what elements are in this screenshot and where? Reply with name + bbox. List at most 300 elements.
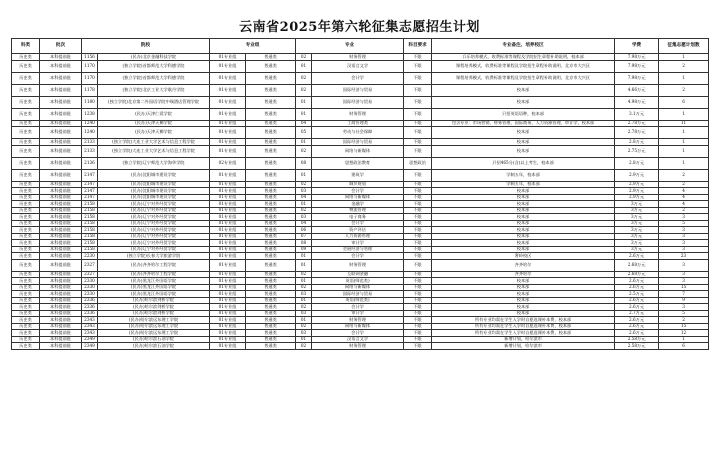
cell-group: 01专业组: [210, 310, 246, 317]
cell-notes: 齐齐哈尔: [432, 271, 615, 278]
cell-major-name: 国际经济与贸易: [312, 139, 404, 146]
header-cell-category: 科类: [12, 39, 40, 54]
cell-category: 历史类: [12, 246, 40, 253]
cell-category: 历史类: [12, 201, 40, 208]
cell-subject-requirement: 不限: [404, 54, 432, 61]
cell-major-code: 08: [296, 157, 312, 169]
cell-subject-requirement: 不限: [404, 181, 432, 188]
cell-quota: 7: [659, 291, 709, 298]
cell-quota: 1: [659, 336, 709, 343]
cell-major-code: 01: [296, 336, 312, 343]
cell-major-name: 劳动与社会保障: [312, 127, 404, 139]
cell-category: 历史类: [12, 145, 40, 157]
cell-school-code: 1156: [82, 54, 98, 61]
header-cell-group: 专业组: [210, 39, 296, 54]
cell-batch: 本科提前批: [40, 330, 82, 337]
cell-group-type: 普通类: [246, 108, 296, 120]
cell-major-code: 03: [296, 214, 312, 221]
cell-quota: 1: [659, 72, 709, 84]
cell-school-name: (民办)北京金融科技学院: [98, 54, 210, 61]
cell-category: 历史类: [12, 194, 40, 201]
cell-group-type: 普通类: [246, 145, 296, 157]
cell-category: 历史类: [12, 84, 40, 96]
cell-notes: 校本部: [432, 278, 615, 285]
cell-school-code: 2336: [82, 304, 98, 311]
cell-major-code: 06: [296, 227, 312, 234]
cell-tuition: 2.6万元: [615, 317, 659, 324]
cell-category: 历史类: [12, 297, 40, 304]
cell-school-code: 2327: [82, 271, 98, 278]
cell-major-name: 汉语言文学: [312, 336, 404, 343]
table-row: [12, 72, 709, 84]
header-cell-notes: 专业备注、培养校区: [432, 39, 615, 54]
cell-notes: 校本部: [432, 220, 615, 227]
cell-school-code: 2327: [82, 259, 98, 271]
cell-batch: 本科提前批: [40, 271, 82, 278]
cell-batch: 本科提前批: [40, 259, 82, 271]
cell-batch: 本科提前批: [40, 96, 82, 108]
table-row: [12, 169, 709, 181]
cell-group-type: 普通类: [246, 181, 296, 188]
cell-category: 历史类: [12, 214, 40, 221]
cell-major-name: 财务管理: [312, 259, 404, 271]
cell-major-name: 会展经济与管理: [312, 246, 404, 253]
cell-school-code: 2336: [82, 310, 98, 317]
cell-group: 01专业组: [210, 304, 246, 311]
cell-school-name: (独立学院)大连工业大学艺术与信息工程学院: [98, 145, 210, 157]
cell-group-type: 普通类: [246, 336, 296, 343]
cell-category: 历史类: [12, 54, 40, 61]
cell-quota: 4: [659, 201, 709, 208]
cell-major-code: 01: [296, 259, 312, 271]
cell-group-type: 普通类: [246, 284, 296, 291]
cell-school-code: 2343: [82, 323, 98, 330]
cell-notes: 校本部: [432, 246, 615, 253]
cell-subject-requirement: 不限: [404, 271, 432, 278]
cell-batch: 本科提前批: [40, 194, 82, 201]
cell-quota: 2: [659, 181, 709, 188]
cell-group: 01专业组: [210, 240, 246, 247]
cell-batch: 本科提前批: [40, 310, 82, 317]
cell-category: 历史类: [12, 169, 40, 181]
cell-major-name: 英语(师范类): [312, 278, 404, 285]
cell-subject-requirement: 不限: [404, 108, 432, 120]
cell-school-code: 1240: [82, 127, 98, 139]
cell-school-name: (民办)哈尔滨远东理工学院: [98, 317, 210, 324]
cell-school-name: (民办)辽宁对外经贸学院: [98, 214, 210, 221]
cell-major-code: 01: [296, 139, 312, 146]
cell-group: 01专业组: [210, 253, 246, 260]
cell-school-code: 2349: [82, 343, 98, 350]
cell-quota: 3: [659, 278, 709, 285]
cell-school-code: 2147: [82, 194, 98, 201]
cell-school-name: (民办)沈阳城市建设学院: [98, 188, 210, 195]
cell-school-name: (民办)齐齐哈尔工程学院: [98, 259, 210, 271]
cell-group: 01专业组: [210, 207, 246, 214]
cell-notes: 齐齐哈尔: [432, 259, 615, 271]
cell-group-type: 普通类: [246, 207, 296, 214]
cell-tuition: 2.78万元: [615, 120, 659, 127]
cell-school-code: 1170: [82, 72, 98, 84]
cell-school-code: 1240: [82, 120, 98, 127]
cell-group-type: 普通类: [246, 304, 296, 311]
cell-batch: 本科提前批: [40, 169, 82, 181]
cell-group: 01专业组: [210, 233, 246, 240]
cell-group: 01专业组: [210, 291, 246, 298]
cell-school-code: 2343: [82, 317, 98, 324]
cell-group-type: 普通类: [246, 214, 296, 221]
cell-batch: 本科提前批: [40, 343, 82, 350]
cell-notes: 课程培养模式，收费标准等课程及学院招生章程补助说明，北京市大兴区: [432, 72, 615, 84]
cell-school-name: (独立学院)北京第二外国语学院中瑞酒店管理学院: [98, 96, 210, 108]
cell-subject-requirement: 不限: [404, 317, 432, 324]
cell-subject-requirement: 不限: [404, 233, 432, 240]
cell-batch: 本科提前批: [40, 336, 82, 343]
cell-category: 历史类: [12, 139, 40, 146]
cell-school-name: (民办)天津天狮学院: [98, 127, 210, 139]
cell-major-name: 财务管理: [312, 343, 404, 350]
cell-group: 01专业组: [210, 108, 246, 120]
cell-group-type: 普通类: [246, 259, 296, 271]
cell-group: 01专业组: [210, 259, 246, 271]
cell-group-type: 普通类: [246, 233, 296, 240]
cell-tuition: 2.9万元: [615, 188, 659, 195]
cell-subject-requirement: 不限: [404, 84, 432, 96]
table-body: [12, 54, 709, 350]
cell-school-name: (民办)齐齐哈尔工程学院: [98, 271, 210, 278]
cell-school-code: 2343: [82, 330, 98, 337]
cell-group-type: 普通类: [246, 60, 296, 72]
cell-tuition: 3万元: [615, 233, 659, 240]
cell-category: 历史类: [12, 108, 40, 120]
cell-major-code: 01: [296, 278, 312, 285]
cell-major-name: 会计学: [312, 330, 404, 337]
table-row: [12, 84, 709, 96]
cell-quota: 1: [659, 145, 709, 157]
cell-subject-requirement: 不限: [404, 304, 432, 311]
cell-group: 01专业组: [210, 201, 246, 208]
cell-tuition: 4.66万元: [615, 84, 659, 96]
cell-group: 01专业组: [210, 188, 246, 195]
cell-school-code: 2133: [82, 139, 98, 146]
cell-quota: 1: [659, 127, 709, 139]
cell-quota: 3: [659, 214, 709, 221]
cell-group-type: 普通类: [246, 201, 296, 208]
cell-category: 历史类: [12, 317, 40, 324]
cell-notes: 校本部: [432, 297, 615, 304]
cell-major-code: 02: [296, 145, 312, 157]
cell-category: 历史类: [12, 233, 40, 240]
cell-batch: 本科提前批: [40, 72, 82, 84]
cell-group: 01专业组: [210, 343, 246, 350]
cell-subject-requirement: 不限: [404, 330, 432, 337]
cell-major-code: 01: [296, 108, 312, 120]
cell-notes: 奢岭校区: [432, 253, 615, 260]
cell-subject-requirement: 不限: [404, 297, 432, 304]
cell-group: 01专业组: [210, 84, 246, 96]
cell-quota: 1: [659, 54, 709, 61]
cell-school-name: (民办)黑龙江外国语学院: [98, 284, 210, 291]
cell-major-code: 02: [296, 207, 312, 214]
cell-batch: 本科提前批: [40, 220, 82, 227]
cell-subject-requirement: 不限: [404, 336, 432, 343]
cell-major-code: 02: [296, 72, 312, 84]
cell-group: 01专业组: [210, 271, 246, 278]
page-title: 云南省2025年第六轮征集志愿招生计划: [239, 20, 480, 35]
cell-quota: 3: [659, 227, 709, 234]
cell-major-code: 01: [296, 96, 312, 108]
cell-school-name: (独立学院)大连工业大学艺术与信息工程学院: [98, 139, 210, 146]
cell-tuition: 2.68万元: [615, 259, 659, 271]
cell-notes: 所有专业均需在学生入学时自愿选课补本费，校本部: [432, 323, 615, 330]
cell-group-type: 普通类: [246, 169, 296, 181]
cell-major-name: 会计学: [312, 253, 404, 260]
cell-major-code: 07: [296, 233, 312, 240]
cell-notes: 只招465分(含)以上考生，校本部: [432, 157, 615, 169]
cell-subject-requirement: 不限: [404, 96, 432, 108]
header-cell-quota: 征集志愿计划数: [659, 39, 709, 54]
cell-tuition: 2.8万元: [615, 157, 659, 169]
cell-major-name: 思想政治教育: [312, 157, 404, 169]
cell-category: 历史类: [12, 181, 40, 188]
cell-quota: 1: [659, 157, 709, 169]
cell-major-name: 网络与新媒体: [312, 284, 404, 291]
cell-batch: 本科提前批: [40, 227, 82, 234]
cell-category: 历史类: [12, 188, 40, 195]
cell-batch: 本科提前批: [40, 181, 82, 188]
cell-tuition: 2.6万元: [615, 330, 659, 337]
cell-notes: 校本部: [432, 233, 615, 240]
cell-major-code: 01: [296, 317, 312, 324]
cell-batch: 本科提前批: [40, 188, 82, 195]
cell-notes: 校本部: [432, 240, 615, 247]
cell-category: 历史类: [12, 240, 40, 247]
cell-school-code: 2158: [82, 246, 98, 253]
cell-quota: 23: [659, 253, 709, 260]
cell-major-code: 01: [296, 297, 312, 304]
cell-school-code: 1180: [82, 96, 98, 108]
header-cell-batch: 批次: [40, 39, 82, 54]
cell-school-code: 2136: [82, 157, 98, 169]
cell-major-code: 03: [296, 291, 312, 298]
cell-notes: 校本部: [432, 96, 615, 108]
cell-batch: 本科提前批: [40, 214, 82, 221]
cell-notes: 学制五年，校本部: [432, 169, 615, 181]
cell-group-type: 普通类: [246, 246, 296, 253]
cell-subject-requirement: 不限: [404, 169, 432, 181]
cell-batch: 本科提前批: [40, 240, 82, 247]
cell-group-type: 普通类: [246, 330, 296, 337]
cell-notes: 课程培养模式，收费标准等课程及学院招生章程补助说明，北京市大兴区: [432, 60, 615, 72]
cell-tuition: 2.6万元: [615, 284, 659, 291]
cell-subject-requirement: 不限: [404, 60, 432, 72]
cell-group-type: 普通类: [246, 72, 296, 84]
table-row: [12, 108, 709, 120]
cell-school-code: 2147: [82, 169, 98, 181]
cell-category: 历史类: [12, 259, 40, 271]
cell-tuition: 2.6万元: [615, 304, 659, 311]
cell-school-name: (民办)哈尔滨远东理工学院: [98, 330, 210, 337]
cell-tuition: 2.6万元: [615, 323, 659, 330]
cell-quota: 1: [659, 108, 709, 120]
cell-school-name: (独立学院)辽宁师范大学海华学院: [98, 157, 210, 169]
cell-group-type: 普通类: [246, 84, 296, 96]
cell-school-code: 2158: [82, 227, 98, 234]
header-cell-school: 院校: [82, 39, 210, 54]
cell-major-name: 人力资源管理: [312, 233, 404, 240]
cell-tuition: 3万元: [615, 207, 659, 214]
cell-school-code: 2158: [82, 220, 98, 227]
cell-category: 历史类: [12, 291, 40, 298]
cell-major-code: 02: [296, 323, 312, 330]
cell-tuition: 7.98万元: [615, 54, 659, 61]
cell-major-name: 互联网金融: [312, 271, 404, 278]
cell-category: 历史类: [12, 60, 40, 72]
cell-school-code: 2147: [82, 181, 98, 188]
cell-group: 01专业组: [210, 127, 246, 139]
cell-batch: 本科提前批: [40, 284, 82, 291]
cell-notes: 校本部: [432, 84, 615, 96]
cell-school-code: 2330: [82, 284, 98, 291]
cell-group-type: 普通类: [246, 194, 296, 201]
table-header-row: [12, 39, 709, 54]
cell-group: 01专业组: [210, 330, 246, 337]
cell-subject-requirement: 不限: [404, 145, 432, 157]
cell-major-name: 城乡规划: [312, 181, 404, 188]
cell-batch: 本科提前批: [40, 291, 82, 298]
cell-subject-requirement: 不限: [404, 253, 432, 260]
cell-school-name: (民办)辽宁对外经贸学院: [98, 227, 210, 234]
cell-quota: 3: [659, 271, 709, 278]
cell-major-code: 02: [296, 343, 312, 350]
cell-major-code: 01: [296, 169, 312, 181]
cell-major-code: 05: [296, 127, 312, 139]
cell-tuition: 2.5万元: [615, 291, 659, 298]
cell-major-code: 08: [296, 240, 312, 247]
cell-batch: 本科提前批: [40, 207, 82, 214]
cell-tuition: 2.9万元: [615, 169, 659, 181]
cell-notes: 校本部: [432, 227, 615, 234]
cell-notes: 兵乐培养模式，收费标准等课程及学院招生章程补助说明，校本部: [432, 54, 615, 61]
cell-major-code: 03: [296, 330, 312, 337]
cell-group: 01专业组: [210, 72, 246, 84]
cell-major-code: 01: [296, 253, 312, 260]
table-row: [12, 127, 709, 139]
cell-school-name: (民办)天津天狮学院: [98, 120, 210, 127]
cell-subject-requirement: 不限: [404, 194, 432, 201]
cell-tuition: 2.6万元: [615, 253, 659, 260]
cell-group-type: 普通类: [246, 139, 296, 146]
cell-school-code: 1170: [82, 60, 98, 72]
cell-major-name: 工商管理类: [312, 120, 404, 127]
cell-major-code: 02: [296, 304, 312, 311]
cell-quota: 3: [659, 246, 709, 253]
cell-school-code: 2158: [82, 207, 98, 214]
cell-school-name: (民办)沈阳城市建设学院: [98, 169, 210, 181]
cell-major-code: 03: [296, 310, 312, 317]
cell-subject-requirement: 不限: [404, 207, 432, 214]
cell-major-name: 财务管理: [312, 108, 404, 120]
cell-category: 历史类: [12, 336, 40, 343]
cell-category: 历史类: [12, 323, 40, 330]
cell-group: 01专业组: [210, 139, 246, 146]
cell-school-code: 2230: [82, 253, 98, 260]
cell-school-code: 2158: [82, 233, 98, 240]
cell-notes: 校本部: [432, 145, 615, 157]
cell-subject-requirement: 不限: [404, 310, 432, 317]
cell-tuition: 7.98万元: [615, 72, 659, 84]
cell-major-name: 英语(师范类): [312, 297, 404, 304]
cell-school-code: 2158: [82, 214, 98, 221]
cell-quota: 4: [659, 188, 709, 195]
cell-school-name: (独立学院)首都师范大学科德学院: [98, 72, 210, 84]
cell-category: 历史类: [12, 278, 40, 285]
cell-major-name: 国际经济与贸易: [312, 96, 404, 108]
cell-tuition: 3万元: [615, 227, 659, 234]
cell-school-code: 2330: [82, 278, 98, 285]
cell-group-type: 普通类: [246, 271, 296, 278]
cell-batch: 本科提前批: [40, 157, 82, 169]
cell-category: 历史类: [12, 96, 40, 108]
cell-major-code: 04: [296, 120, 312, 127]
cell-notes: 所有专业均需在学生入学时自愿选课补本费，校本部: [432, 330, 615, 337]
cell-group-type: 普通类: [246, 157, 296, 169]
cell-school-code: 2147: [82, 188, 98, 195]
cell-notes: 校本部: [432, 284, 615, 291]
cell-notes: 校本部: [432, 127, 615, 139]
cell-quota: 3: [659, 240, 709, 247]
cell-school-name: (民办)天津仁爱学院: [98, 108, 210, 120]
cell-school-name: (民办)黑龙江外国语学院: [98, 291, 210, 298]
cell-school-name: (民办)辽宁对外经贸学院: [98, 246, 210, 253]
cell-group: 01专业组: [210, 317, 246, 324]
cell-group-type: 普通类: [246, 240, 296, 247]
cell-quota: 2: [659, 317, 709, 324]
cell-group-type: 普通类: [246, 317, 296, 324]
cell-subject-requirement: 不限: [404, 278, 432, 285]
cell-major-code: 02: [296, 84, 312, 96]
cell-tuition: 2.6万元: [615, 297, 659, 304]
cell-group-type: 普通类: [246, 310, 296, 317]
header-cell-major: 专业: [296, 39, 404, 54]
cell-school-name: (民办)沈阳城市建设学院: [98, 181, 210, 188]
cell-major-code: 02: [296, 181, 312, 188]
cell-batch: 本科提前批: [40, 246, 82, 253]
cell-batch: 本科提前批: [40, 127, 82, 139]
cell-notes: 校本部: [432, 304, 615, 311]
cell-quota: 6: [659, 96, 709, 108]
cell-category: 历史类: [12, 72, 40, 84]
cell-tuition: 3万元: [615, 246, 659, 253]
cell-batch: 本科提前批: [40, 139, 82, 146]
cell-major-name: 网络与新媒体: [312, 145, 404, 157]
cell-group-type: 普通类: [246, 127, 296, 139]
cell-tuition: 3万元: [615, 201, 659, 208]
cell-school-code: 1178: [82, 84, 98, 96]
cell-tuition: 2.58万元: [615, 343, 659, 350]
header-cell-subject-requirement: 科目要求: [404, 39, 432, 54]
cell-major-code: 02: [296, 271, 312, 278]
cell-tuition: 4.98万元: [615, 96, 659, 108]
cell-tuition: 3.1万元: [615, 108, 659, 120]
cell-school-name: (民办)哈尔滨剑桥学院: [98, 310, 210, 317]
cell-major-name: 会计学: [312, 72, 404, 84]
cell-notes: 新增计划，哈尔滨市: [432, 343, 615, 350]
cell-subject-requirement: 不限: [404, 343, 432, 350]
table-row: [12, 157, 709, 169]
cell-major-code: 04: [296, 220, 312, 227]
cell-major-name: 会计学: [312, 188, 404, 195]
